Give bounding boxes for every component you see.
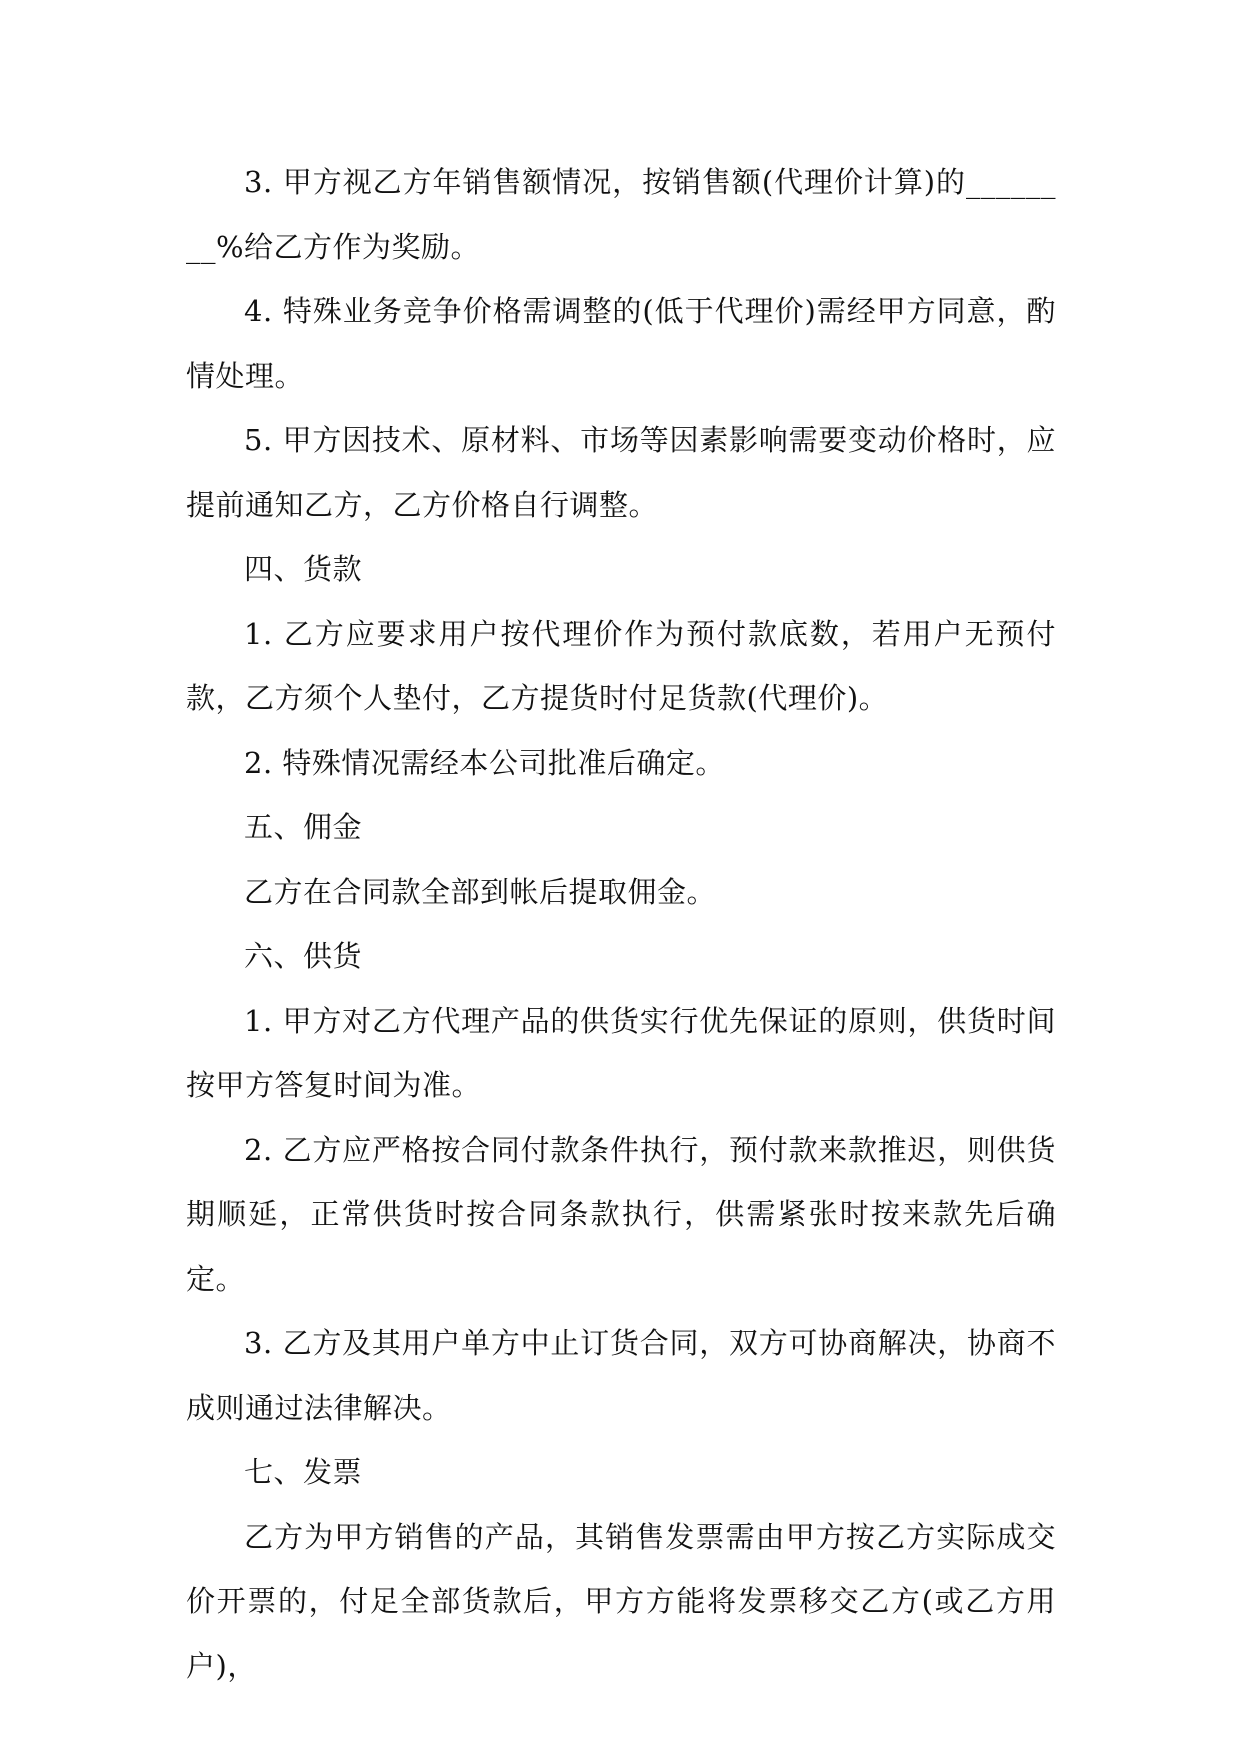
section-heading-payment: 四、货款 [244, 552, 363, 586]
clause-4-special-pricing: 4. 特殊业务竞争价格需调整的(低于代理价)需经甲方同意，酌情处理。 [186, 294, 1056, 393]
supply-clause-1: 1. 甲方对乙方代理产品的供货实行优先保证的原则，供货时间按甲方答复时间为准。 [186, 1003, 1056, 1102]
section-heading-invoice: 七、发票 [244, 1455, 363, 1489]
supply-clause-2: 2. 乙方应严格按合同付款条件执行，预付款来款推迟，则供货期顺延，正常供货时按合同条款执行，供需紧张时按来款先后确定。 [186, 1132, 1056, 1296]
supply-clause-3: 3. 乙方及其用户单方中止订货合同，双方可协商解决，协商不成则通过法律解决。 [186, 1326, 1056, 1425]
section-heading-commission: 五、佣金 [244, 810, 363, 844]
document-body [186, 150, 1056, 1698]
payment-clause-1: 1. 乙方应要求用户按代理价作为预付款底数，若用户无预付款，乙方须个人垫付，乙方提货时付足货款(代理价)。 [186, 616, 1056, 715]
clause-3-reward: 3. 甲方视乙方年销售额情况，按销售额(代理价计算)的________%给乙方作为奖励。 [186, 165, 1056, 264]
section-heading-supply: 六、供货 [244, 939, 363, 973]
commission-clause: 乙方在合同款全部到帐后提取佣金。 [244, 874, 717, 909]
payment-clause-2: 2. 特殊情况需经本公司批准后确定。 [244, 745, 725, 780]
clause-5-price-change: 5. 甲方因技术、原材料、市场等因素影响需要变动价格时，应提前通知乙方，乙方价格自行调整。 [186, 423, 1056, 522]
invoice-clause: 乙方为甲方销售的产品，其销售发票需由甲方按乙方实际成交价开票的，付足全部货款后，甲方方能将发票移交乙方(或乙方用户)， [186, 1519, 1056, 1683]
